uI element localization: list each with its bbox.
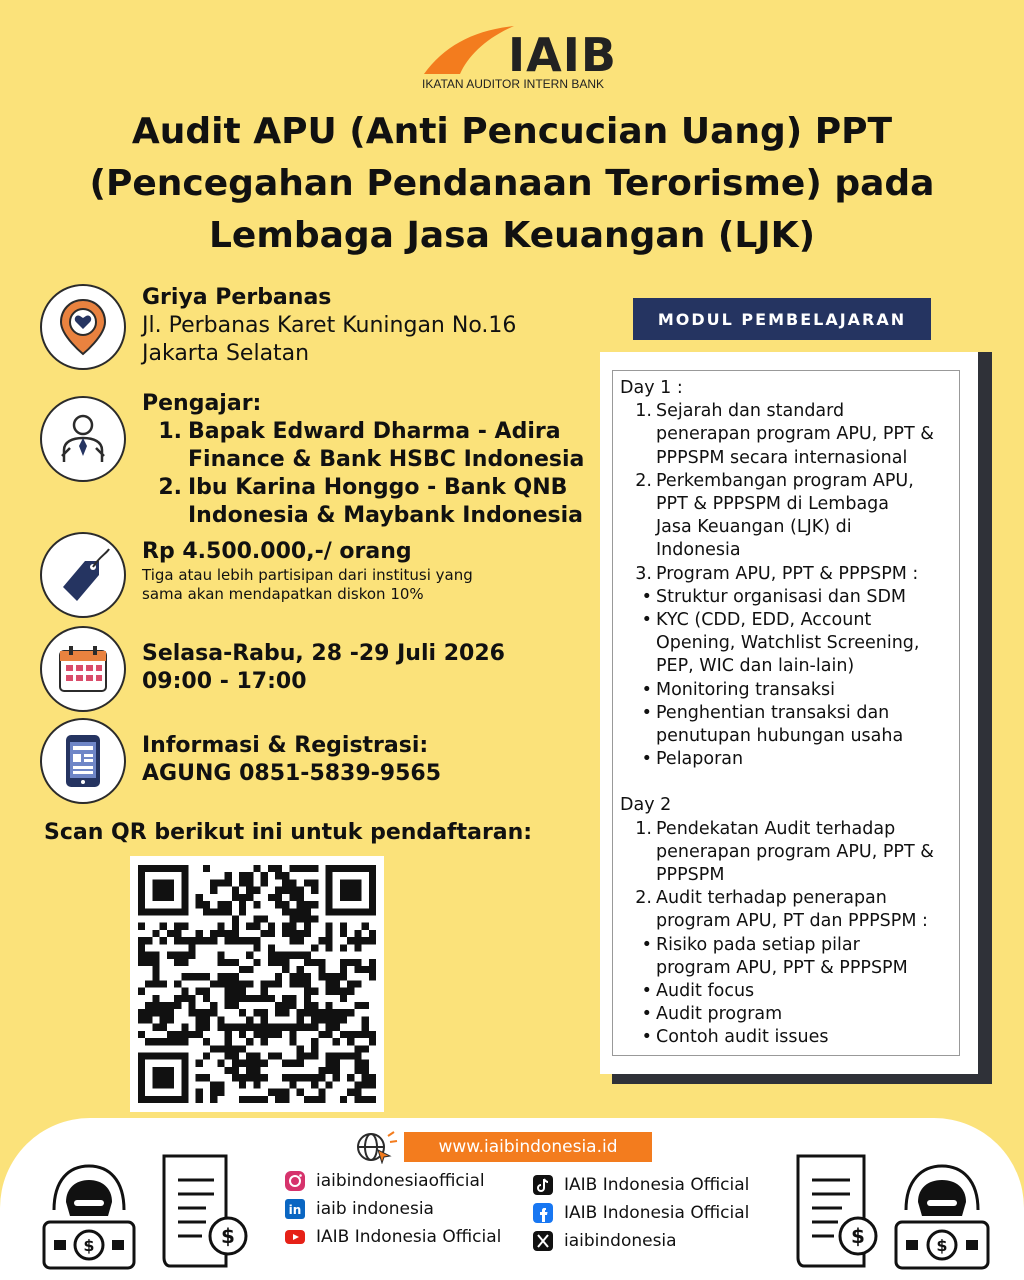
instagram-icon <box>284 1170 306 1192</box>
venue-address-line2: Jakarta Selatan <box>142 341 310 366</box>
registration-heading: Informasi & Registrasi: <box>142 733 429 758</box>
facebook-icon <box>532 1202 554 1224</box>
venue-row <box>40 284 516 370</box>
list-item: 1. Bapak Edward Dharma - Adira Finance & Bank HSBC Indonesia <box>158 419 585 472</box>
modul-list-item: • Risiko pada setiap pilar program APU, PPT & PPPSPM <box>641 934 908 978</box>
registration-row <box>40 718 441 804</box>
svg-text:in: in <box>288 1203 302 1217</box>
registration-contact[interactable]: AGUNG 0851-5839-9565 <box>142 761 442 786</box>
globe-icon <box>356 1130 398 1164</box>
instructor-list <box>142 418 584 530</box>
price-row <box>40 532 473 618</box>
day2-list <box>620 818 953 1050</box>
modul-list-item: 2. Audit terhadap penerapan program APU, PT dan PPPSPM : <box>635 888 928 932</box>
scan-instruction: Scan QR berikut ini untuk pendaftaran: <box>44 820 533 845</box>
instructor-heading: Pengajar: <box>142 391 262 416</box>
x-link[interactable]: iaibindonesia <box>532 1230 677 1252</box>
svg-text:$: $ <box>221 1224 235 1248</box>
linkedin-link[interactable]: in iaib indonesia <box>284 1198 434 1220</box>
modul-list-item: • Contoh audit issues <box>641 1027 829 1048</box>
instructor-row <box>40 390 584 530</box>
modul-list-item: • KYC (CDD, EDD, Account Opening, Watchlist Screening, PEP, WIC dan lain-lain) <box>641 610 920 677</box>
list-item: 2. Ibu Karina Honggo - Bank QNB Indonesia & Maybank Indonesia <box>158 475 584 528</box>
schedule-row <box>40 626 505 712</box>
registration-qr-code[interactable] <box>130 856 384 1112</box>
day1-list <box>620 400 953 771</box>
logo-subtitle: IKATAN AUDITOR INTERN BANK <box>422 77 605 91</box>
price-tag-icon <box>40 532 126 618</box>
svg-text:$: $ <box>83 1236 95 1255</box>
hacker-left-icon <box>34 1150 144 1272</box>
modul-list-item: • Monitoring transaksi <box>641 679 835 700</box>
modul-heading: MODUL PEMBELAJARAN <box>633 298 931 340</box>
youtube-icon <box>284 1226 306 1248</box>
modul-list-item: • Audit focus <box>641 981 755 1002</box>
price-amount: Rp 4.500.000,-/ orang <box>142 539 412 564</box>
price-note-line2: sama akan mendapatkan diskon 10% <box>142 585 424 603</box>
schedule-date: Selasa-Rabu, 28 -29 Juli 2026 <box>142 641 505 666</box>
venue-address-line1: Jl. Perbanas Karet Kuningan No.16 <box>142 313 517 338</box>
page-title <box>30 106 994 262</box>
title-line: Lembaga Jasa Keuangan (LJK) <box>208 215 816 256</box>
modul-list-item: • Pelaporan <box>641 749 744 770</box>
modul-content <box>612 370 960 1056</box>
modul-card <box>600 352 978 1074</box>
website-link[interactable]: www.iaibindonesia.id <box>404 1132 652 1162</box>
calendar-icon <box>40 626 126 712</box>
title-line: (Pencegahan Pendanaan Terorisme) pada <box>89 163 935 204</box>
location-icon <box>40 284 126 370</box>
instagram-link[interactable]: iaibindonesiaofficial <box>284 1170 485 1192</box>
price-note-line1: Tiga atau lebih partisipan dari institusi yang <box>142 566 473 584</box>
logo-wing-icon <box>420 22 516 76</box>
iaib-logo <box>420 22 620 92</box>
modul-list-item: 1. Sejarah dan standard penerapan program APU, PPT & PPPSPM secara internasional <box>635 401 934 468</box>
svg-text:$: $ <box>851 1224 865 1248</box>
document-right-icon <box>788 1150 888 1272</box>
modul-list-item: • Audit program <box>641 1004 783 1025</box>
modul-list-item: • Struktur organisasi dan SDM <box>641 586 907 607</box>
venue-name: Griya Perbanas <box>142 285 332 310</box>
day2-label: Day 2 <box>620 795 672 816</box>
document-left-icon <box>156 1150 256 1272</box>
day1-label: Day 1 : <box>620 378 683 398</box>
phone-icon <box>40 718 126 804</box>
teacher-icon <box>40 396 126 482</box>
modul-list-item: 1. Pendekatan Audit terhadap penerapan program APU, PPT & PPPSPM <box>635 818 934 886</box>
svg-text:$: $ <box>936 1236 948 1255</box>
tiktok-link[interactable]: IAIB Indonesia Official <box>532 1174 749 1196</box>
modul-list-item: • Penghentian transaksi dan penutupan hubungan usaha <box>641 702 904 747</box>
x-icon <box>532 1230 554 1252</box>
linkedin-icon <box>284 1198 306 1220</box>
tiktok-icon <box>532 1174 554 1196</box>
logo-brand: IAIB <box>508 28 617 82</box>
schedule-time: 09:00 - 17:00 <box>142 669 307 694</box>
youtube-link[interactable]: IAIB Indonesia Official <box>284 1226 501 1248</box>
facebook-link[interactable]: IAIB Indonesia Official <box>532 1202 749 1224</box>
modul-list-item: 2. Perkembangan program APU, PPT & PPPSPM di Lembaga Jasa Keuangan (LJK) di Indonesia <box>635 470 914 561</box>
modul-list-item: 3. Program APU, PPT & PPPSPM : <box>635 563 919 584</box>
title-line: Audit APU (Anti Pencucian Uang) PPT <box>131 111 893 152</box>
hacker-right-icon <box>888 1150 998 1272</box>
